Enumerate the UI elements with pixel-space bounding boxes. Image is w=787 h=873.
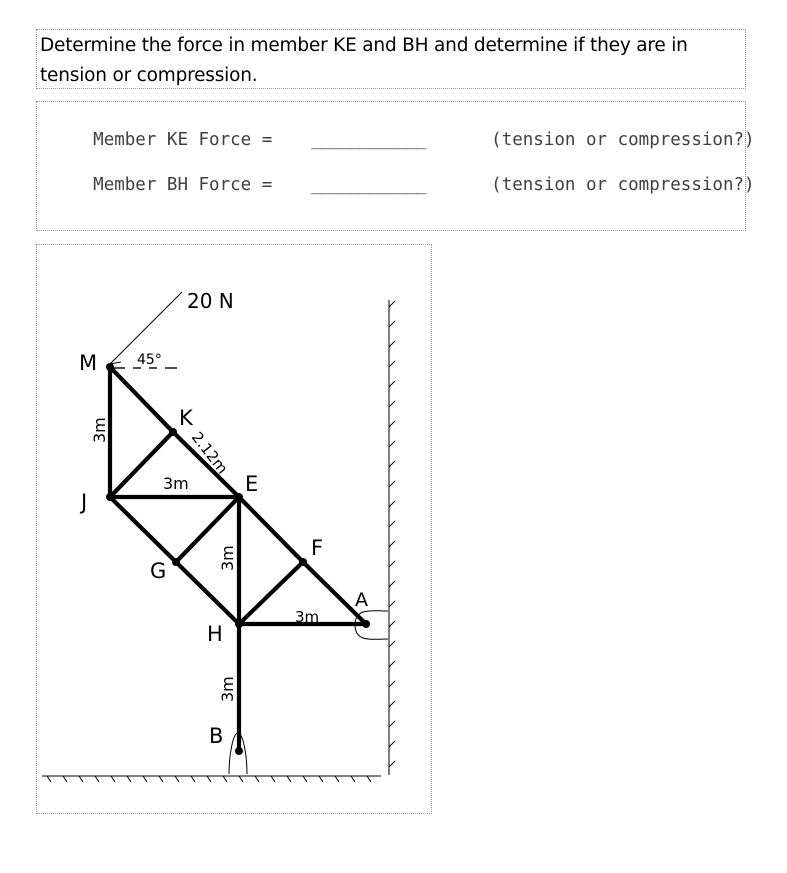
member-ef	[239, 497, 303, 562]
answer-label-bh: Member BH Force =	[93, 175, 273, 195]
label-load: 20 N	[187, 289, 234, 313]
truss-diagram	[37, 245, 433, 815]
label-node-h: H	[207, 622, 223, 646]
answer-blank-ke[interactable]: ____________	[311, 130, 426, 150]
dim-hb: 3m	[218, 676, 237, 702]
joint-k	[169, 428, 177, 436]
dim-ha: 3m	[295, 608, 320, 626]
label-node-e: E	[245, 472, 259, 496]
answer-box	[36, 101, 755, 231]
joint-j	[106, 493, 114, 501]
label-node-a: A	[355, 589, 368, 611]
question-line-1: Determine the force in member KE and BH and determine if they are in	[40, 35, 688, 56]
member-mk	[110, 367, 173, 432]
label-node-m: M	[79, 351, 98, 375]
answer-row-bh	[51, 155, 755, 215]
truss-members	[110, 367, 366, 751]
joint-e	[235, 493, 243, 501]
label-node-g: G	[150, 559, 167, 583]
answer-label-ke: Member KE Force =	[93, 130, 273, 150]
answer-hint-bh: (tension or compression?)	[491, 175, 755, 195]
question-box	[36, 29, 746, 89]
label-node-f: F	[311, 536, 324, 560]
label-node-k: K	[179, 406, 193, 430]
joint-h	[235, 620, 243, 628]
joint-f	[299, 558, 307, 566]
question-line-2: tension or compression.	[40, 65, 258, 86]
dim-mj: 3m	[90, 417, 109, 443]
member-hf	[239, 562, 303, 624]
label-node-b: B	[209, 724, 224, 748]
truss-figure	[36, 244, 432, 814]
label-node-j: J	[81, 490, 88, 514]
wall-support	[389, 300, 395, 775]
dim-ke: 2.12m	[187, 428, 232, 478]
joint-m	[106, 363, 114, 371]
answer-hint-ke: (tension or compression?)	[491, 130, 755, 150]
label-angle: 45°	[137, 352, 162, 368]
ground-support	[42, 776, 381, 782]
member-jg	[110, 497, 176, 562]
joint-g	[172, 558, 180, 566]
joint-b	[235, 747, 243, 755]
dim-je: 3m	[163, 474, 189, 493]
dim-eh: 3m	[218, 545, 237, 571]
joint-a	[362, 620, 370, 628]
answer-blank-bh[interactable]: ____________	[311, 175, 426, 195]
